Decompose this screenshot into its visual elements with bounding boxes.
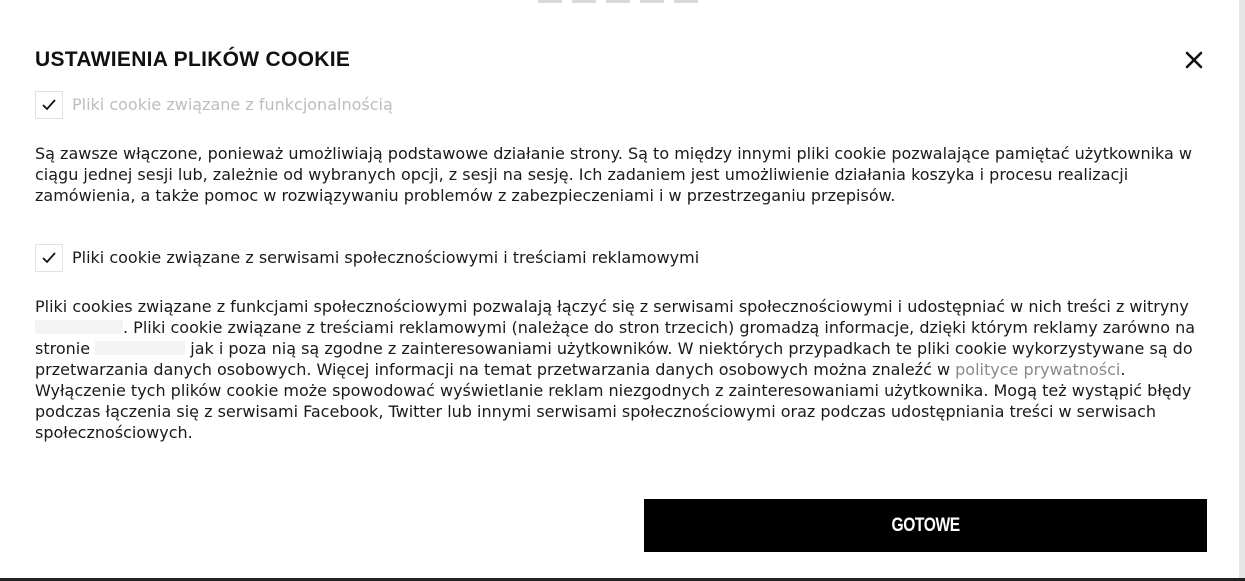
description-text: . Wyłączenie tych plików cookie może spowodować wyświetlanie reklam niezgodnych z zainteresowaniami użytkownika. Mogą też wystąpić błędy podczas łączenia się z serwisami Facebook, Twitter lub innymi serwisami społecznościowymi oraz podczas udostępniania treści w serwisach społecznościowych.: [35, 360, 1192, 442]
description-text: Pliki cookies związane z funkcjami społecznościowymi pozwalają łączyć się z serwisami społecznościowymi i udostępniać w nich treści z witryny: [35, 297, 1189, 316]
redacted-site-name: [35, 320, 123, 334]
dialog-title: USTAWIENIA PLIKÓW COOKIE: [35, 48, 351, 71]
social-ads-cookies-description: [35, 296, 1207, 443]
close-icon: [1180, 46, 1208, 74]
functional-cookies-label: Pliki cookie związane z funkcjonalnością: [72, 95, 393, 114]
functional-cookies-checkbox[interactable]: [35, 91, 63, 119]
privacy-policy-link[interactable]: polityce prywatności: [955, 360, 1121, 379]
top-decoration: [538, 0, 698, 3]
done-button-label: GOTOWE: [891, 514, 960, 536]
functional-cookies-description: Są zawsze włączone, ponieważ umożliwiają podstawowe działanie strony. Są to między innymi pliki cookie pozwalające pamiętać użytkownika w ciągu jednej sesji lub, zależnie od wybranych opcji, z sesji na sesję. Ich zadaniem jest umożliwienie działania koszyka i procesu realizacji zamówienia, a także pomoc w rozwiązywaniu problemów z zabezpieczeniami i w przestrzeganiu przepisów.: [35, 144, 1193, 205]
social-ads-cookies-label: Pliki cookie związane z serwisami społecznościowymi i treściami reklamowymi: [72, 248, 700, 267]
done-button[interactable]: [644, 499, 1207, 552]
description-text: jak i poza nią są zgodne z zainteresowaniami użytkowników. W niektórych przypadkach te pliki cookie wykorzystywane są do przetwarzania danych osobowych. Więcej informacji na temat przetwarzania danych osobowych można znaleźć w: [35, 339, 1193, 379]
close-button[interactable]: [1180, 46, 1208, 74]
option-functional-cookies: [35, 90, 393, 120]
redacted-site-name: [95, 341, 185, 355]
description-text: . Pliki cookie związane z treściami reklamowymi (należące do stron trzecich) gromadzą informacje, dzięki którym reklamy zarówno na stronie: [35, 318, 1196, 358]
social-ads-cookies-checkbox[interactable]: [35, 244, 63, 272]
scrollbar-track: [1239, 0, 1245, 581]
checkmark-icon: [41, 251, 57, 265]
option-social-ads-cookies: [35, 243, 699, 273]
checkmark-icon: [41, 98, 57, 112]
